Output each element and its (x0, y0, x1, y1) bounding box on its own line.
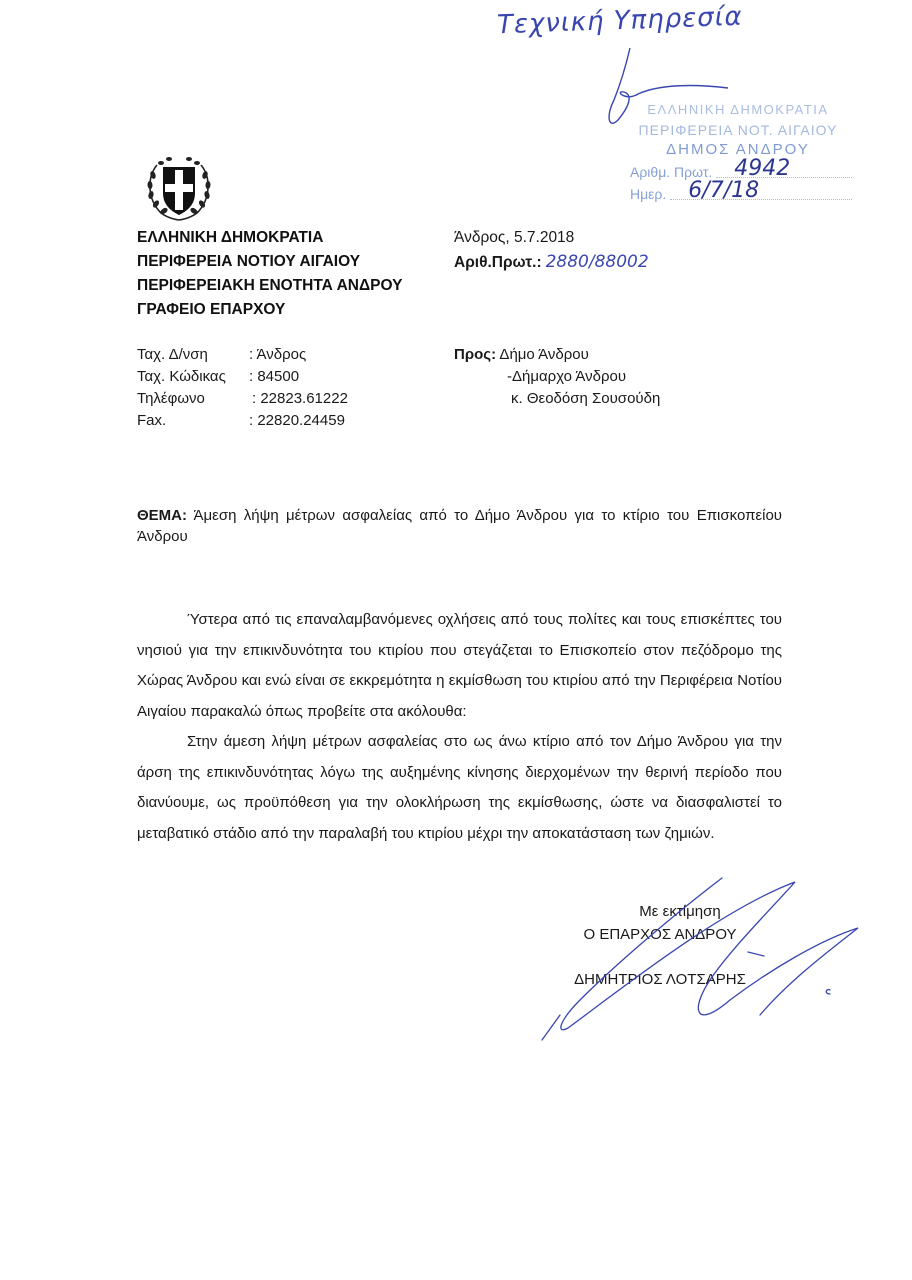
registration-stamp (618, 100, 858, 204)
recipient-line-1: Δήμο Άνδρου (499, 346, 589, 363)
recipient-line-2: -Δήμαρχο Άνδρου (507, 368, 627, 385)
date-protocol-block (454, 226, 649, 275)
signatory-title: Ο ΕΠΑΡΧΟΣ ΑΝΔΡΟΥ (583, 926, 737, 943)
contact-key: Τηλέφωνο (137, 390, 205, 407)
contact-row (137, 366, 348, 388)
issuer-line: ΓΡΑΦΕΙΟ ΕΠΑΡΧΟΥ (137, 301, 286, 318)
stamp-line-3: ΔΗΜΟΣ ΑΝΔΡΟΥ (666, 141, 810, 158)
stamp-date-row (630, 178, 858, 204)
subject-text: Άμεση λήψη μέτρων ασφαλείας από το Δήμο Άνδρου για το κτίριο του Επισκοπείου Άνδρου (137, 507, 782, 545)
protocol-line (454, 250, 649, 275)
issuer-line: ΠΕΡΙΦΕΡΕΙΑ ΝΟΤΙΟΥ ΑΙΓΑΙΟΥ (137, 253, 361, 270)
letter-body (137, 605, 782, 849)
recipient-label: Προς: (454, 346, 497, 363)
closing-salutation: Με εκτίμηση (639, 903, 721, 920)
recipient-line-3: κ. Θεοδόση Σουσούδη (511, 390, 661, 407)
stamp-line-2: ΠΕΡΙΦΕΡΕΙΑ ΝΟΤ. ΑΙΓΑΙΟΥ (638, 122, 838, 138)
protocol-label: Αριθ.Πρωτ.: (454, 254, 542, 271)
contact-value: : 22820.24459 (249, 412, 345, 429)
contact-key: Ταχ. Κώδικας (137, 368, 226, 385)
stamp-line-1: ΕΛΛΗΝΙΚΗ ΔΗΜΟΚΡΑΤΙΑ (647, 102, 829, 117)
contact-value: : 84500 (249, 368, 300, 385)
contact-row (137, 388, 348, 410)
stamp-protocol-value: 4942 (734, 156, 791, 181)
issuer-header (137, 226, 402, 322)
contact-value: : Άνδρος (249, 346, 307, 363)
contact-value: : 22823.61222 (252, 390, 348, 407)
contact-key: Fax. (137, 412, 167, 429)
place-date: Άνδρος, 5.7.2018 (454, 229, 575, 246)
stamp-date-label: Ημερ. (630, 186, 667, 202)
subject-line (137, 505, 782, 547)
contact-row (137, 410, 348, 432)
issuer-line: ΕΛΛΗΝΙΚΗ ΔΗΜΟΚΡΑΤΙΑ (137, 229, 324, 246)
coat-of-arms-icon (143, 153, 215, 223)
subject-label: ΘΕΜΑ: (137, 507, 187, 524)
signatory-name: ΔΗΜΗΤΡΙΟΣ ΛΟΤΣΑΡΗΣ (574, 971, 746, 988)
stamp-protocol-label: Αριθμ. Πρωτ. (630, 164, 713, 180)
contact-row (137, 344, 348, 366)
stamp-date-value: 6/7/18 (688, 178, 760, 203)
recipient-block (454, 344, 660, 410)
contact-details (137, 344, 348, 432)
protocol-number-handwritten: 2880/88002 (545, 252, 649, 272)
closing-block (560, 900, 760, 991)
body-paragraph: Ύστερα από τις επαναλαμβανόμενες οχλήσεις από τους πολίτες και τους επισκέπτες του νησιού για την επικινδυνότητα του κτιρίου που στεγάζεται το Επισκοπείο στον πεζόδρομο της Χώρας Άνδρου και ενώ είναι σε εκκρεμότητα η εκμίσθωση του κτιρίου από την Περιφέρεια Νοτίου Αιγαίου παρακαλώ όπως προβείτε στα ακόλουθα: (137, 611, 782, 720)
contact-key: Ταχ. Δ/νση (137, 346, 208, 363)
issuer-line: ΠΕΡΙΦΕΡΕΙΑΚΗ ΕΝΟΤΗΤΑ ΑΝΔΡΟΥ (137, 277, 403, 294)
body-paragraph: Στην άμεση λήψη μέτρων ασφαλείας στο ως άνω κτίριο από τον Δήμο Άνδρου για την άρση της επικινδυνότητας λόγω της αυξημένης κίνησης διερχομένων την θερινή περίοδο που διανύουμε, ως προϋπόθεση για την ολοκλήρωση της εκμίσθωσης, ώστε να διασφαλιστεί το μεταβατικό στάδιο από την παραλαβή του κτιρίου μέχρι την αποκατάσταση των ζημιών. (137, 733, 782, 842)
handwritten-note: Τεχνική Υπηρεσία (496, 1, 744, 41)
